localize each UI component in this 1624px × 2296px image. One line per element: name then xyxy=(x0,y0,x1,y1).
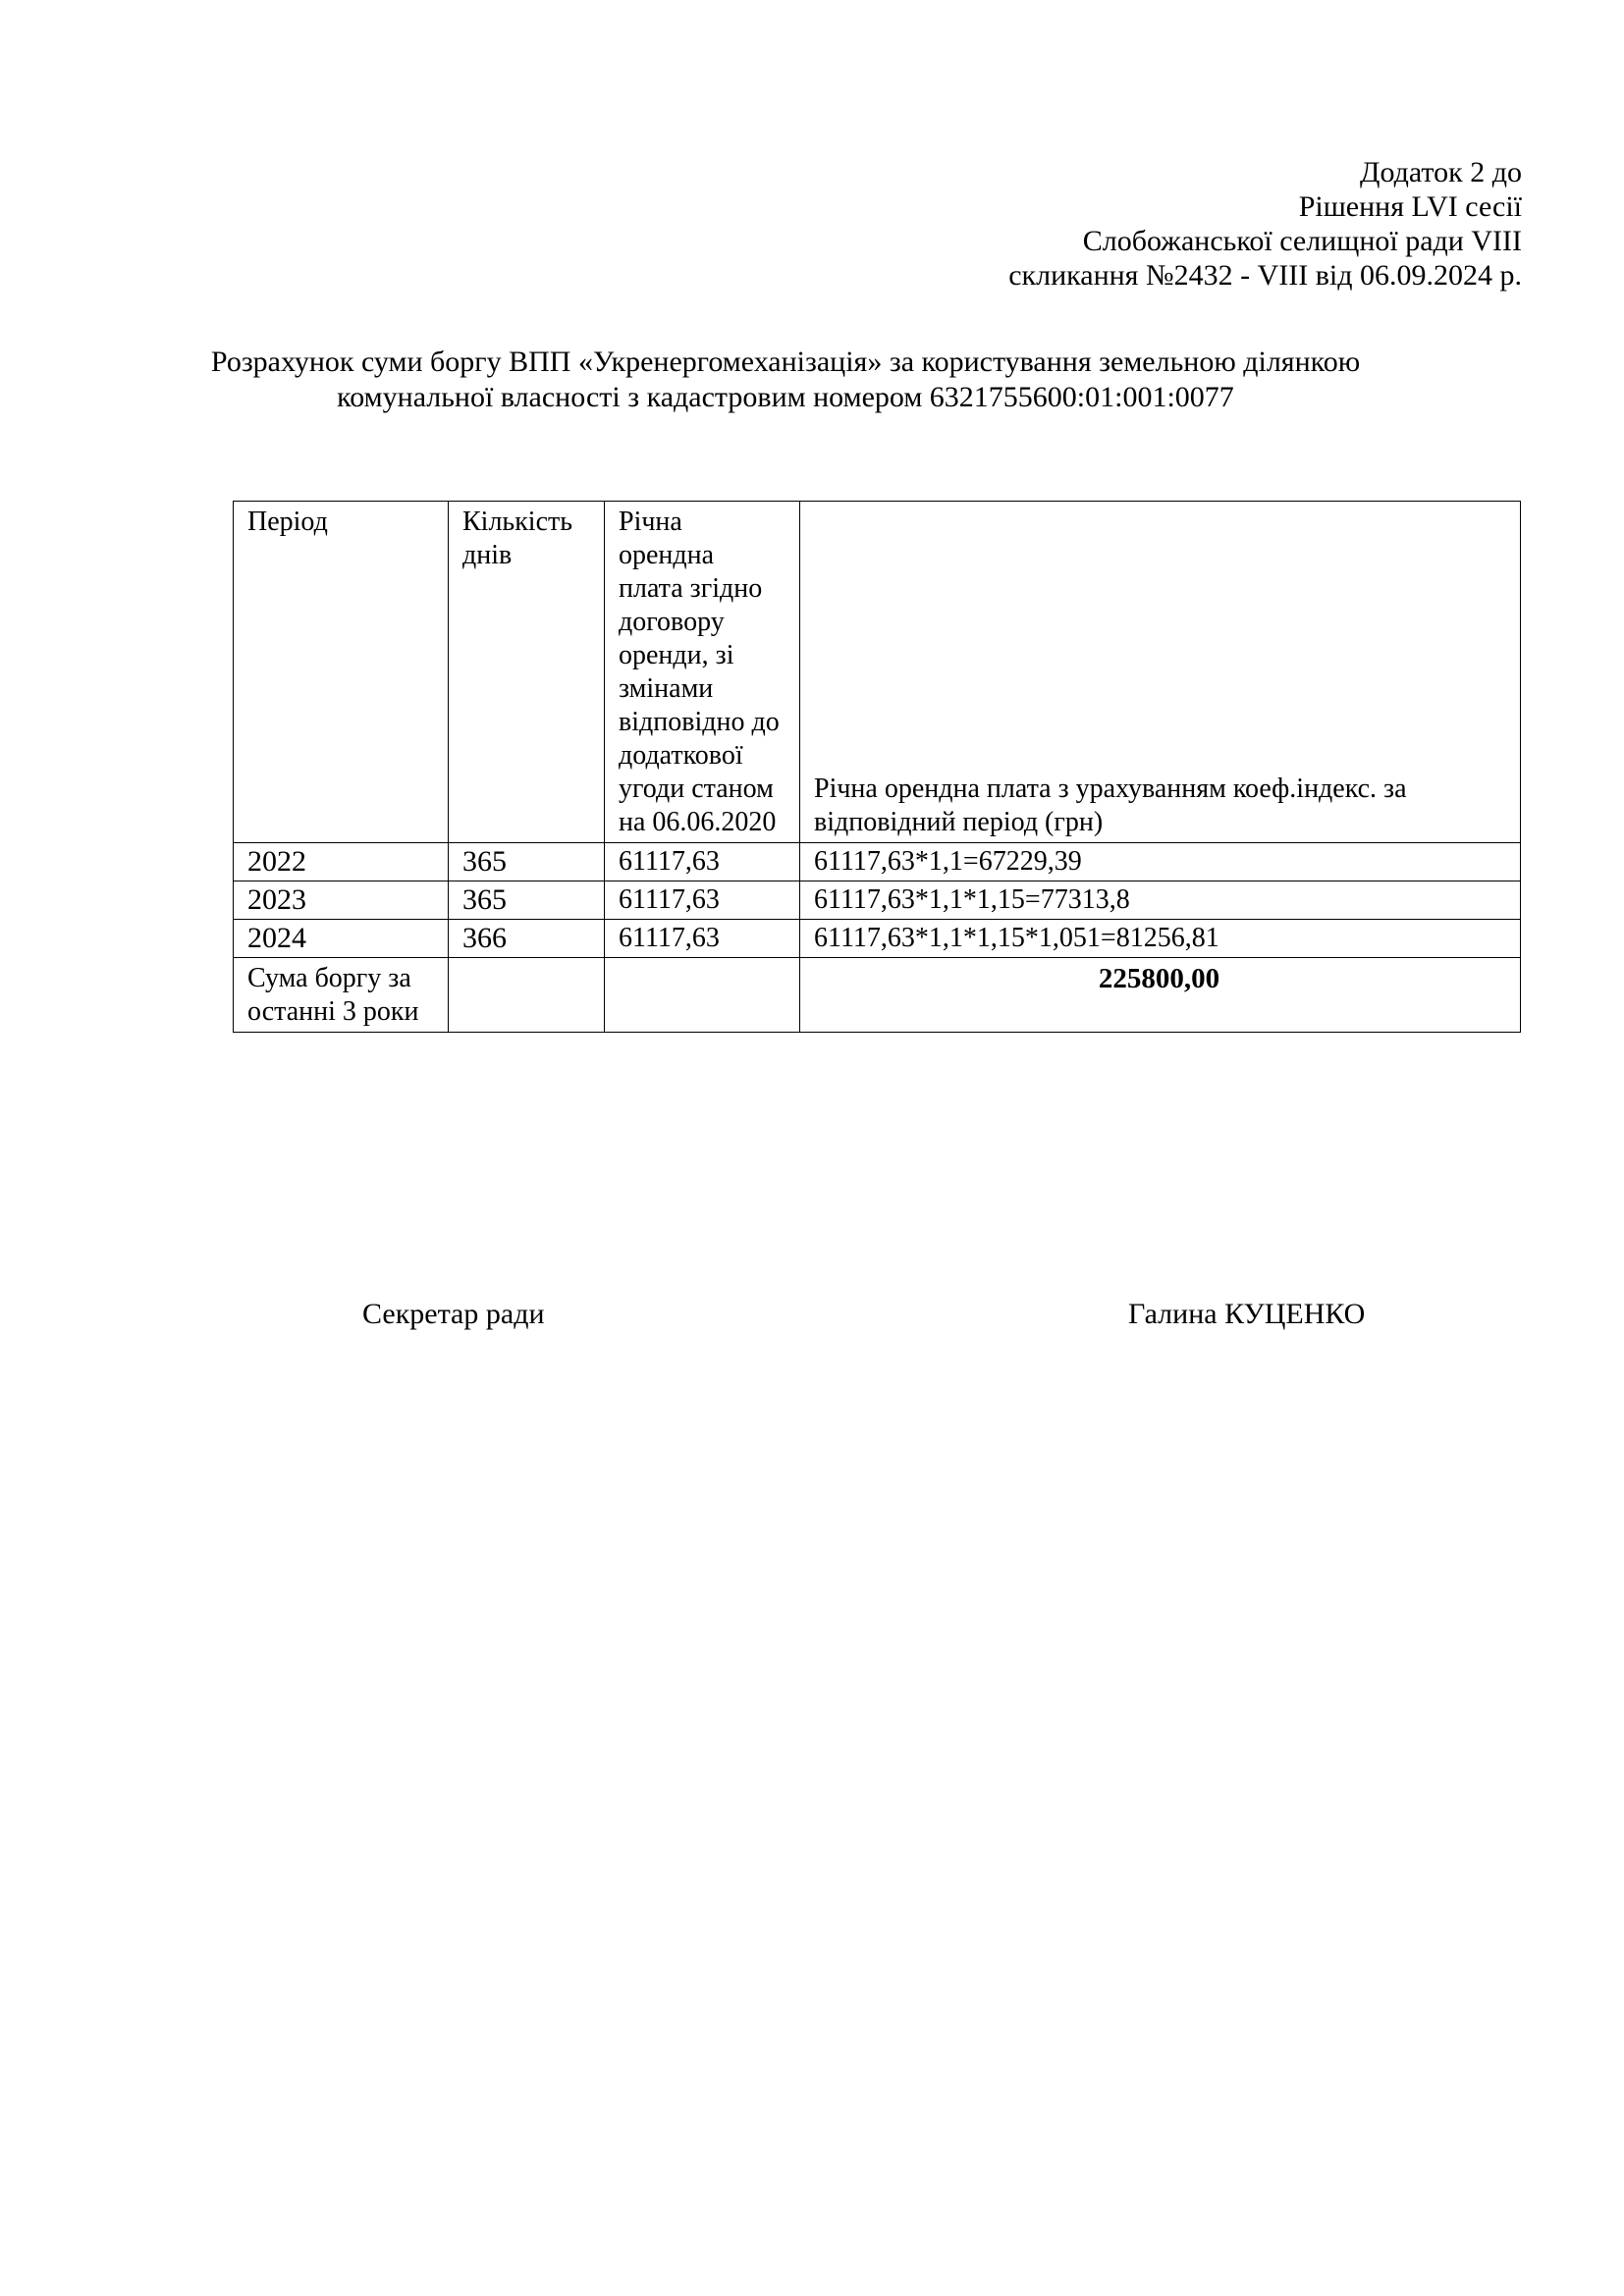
row-rent: 61117,63 xyxy=(605,881,800,920)
table-row xyxy=(234,881,1521,920)
table-row xyxy=(234,920,1521,958)
row-rent: 61117,63 xyxy=(605,843,800,881)
signature-position: Секретар ради xyxy=(362,1298,545,1330)
total-label: Сума боргу за останні 3 роки xyxy=(234,958,449,1033)
row-days: 365 xyxy=(449,881,605,920)
row-period: 2024 xyxy=(234,920,449,958)
header-line-council: Слобожанської селищної ради VIII xyxy=(1082,225,1522,257)
row-calc: 61117,63*1,1*1,15=77313,8 xyxy=(800,881,1521,920)
total-rent xyxy=(605,958,800,1033)
title-line-2: комунальної власності з кадастровим номером 6321755600:01:001:0077 xyxy=(337,381,1234,413)
header-line-convocation: скликання №2432 - VIII від 06.09.2024 р. xyxy=(1008,259,1522,292)
header-indexed-rent: Річна орендна плата з урахуванням коеф.індекс. за відповідний період (грн) xyxy=(800,502,1521,843)
header-line-decision: Рішення LVI сесії xyxy=(1298,190,1522,223)
row-calc: 61117,63*1,1=67229,39 xyxy=(800,843,1521,881)
header-line-appendix: Додаток 2 до xyxy=(1360,156,1522,188)
signature-name: Галина КУЦЕНКО xyxy=(1128,1298,1366,1330)
title-line-1: Розрахунок суми боргу ВПП «Укренергомеханізація» за користування земельною ділянкою xyxy=(210,346,1361,378)
header-period: Період xyxy=(234,502,449,843)
row-period: 2022 xyxy=(234,843,449,881)
row-period: 2023 xyxy=(234,881,449,920)
row-days: 366 xyxy=(449,920,605,958)
document-header xyxy=(1008,155,1522,293)
row-rent: 61117,63 xyxy=(605,920,800,958)
document-title xyxy=(196,345,1375,415)
total-days xyxy=(449,958,605,1033)
debt-calculation-table xyxy=(233,501,1521,1033)
header-annual-rent: Річна орендна плата згідно договору оренди, зі змінами відповідно до додаткової угоди станом на 06.06.2020 xyxy=(605,502,800,843)
row-days: 365 xyxy=(449,843,605,881)
table-total-row xyxy=(234,958,1521,1033)
table-header-row xyxy=(234,502,1521,843)
row-calc: 61117,63*1,1*1,15*1,051=81256,81 xyxy=(800,920,1521,958)
header-days: Кількість днів xyxy=(449,502,605,843)
total-value: 225800,00 xyxy=(800,958,1521,1033)
table-row xyxy=(234,843,1521,881)
